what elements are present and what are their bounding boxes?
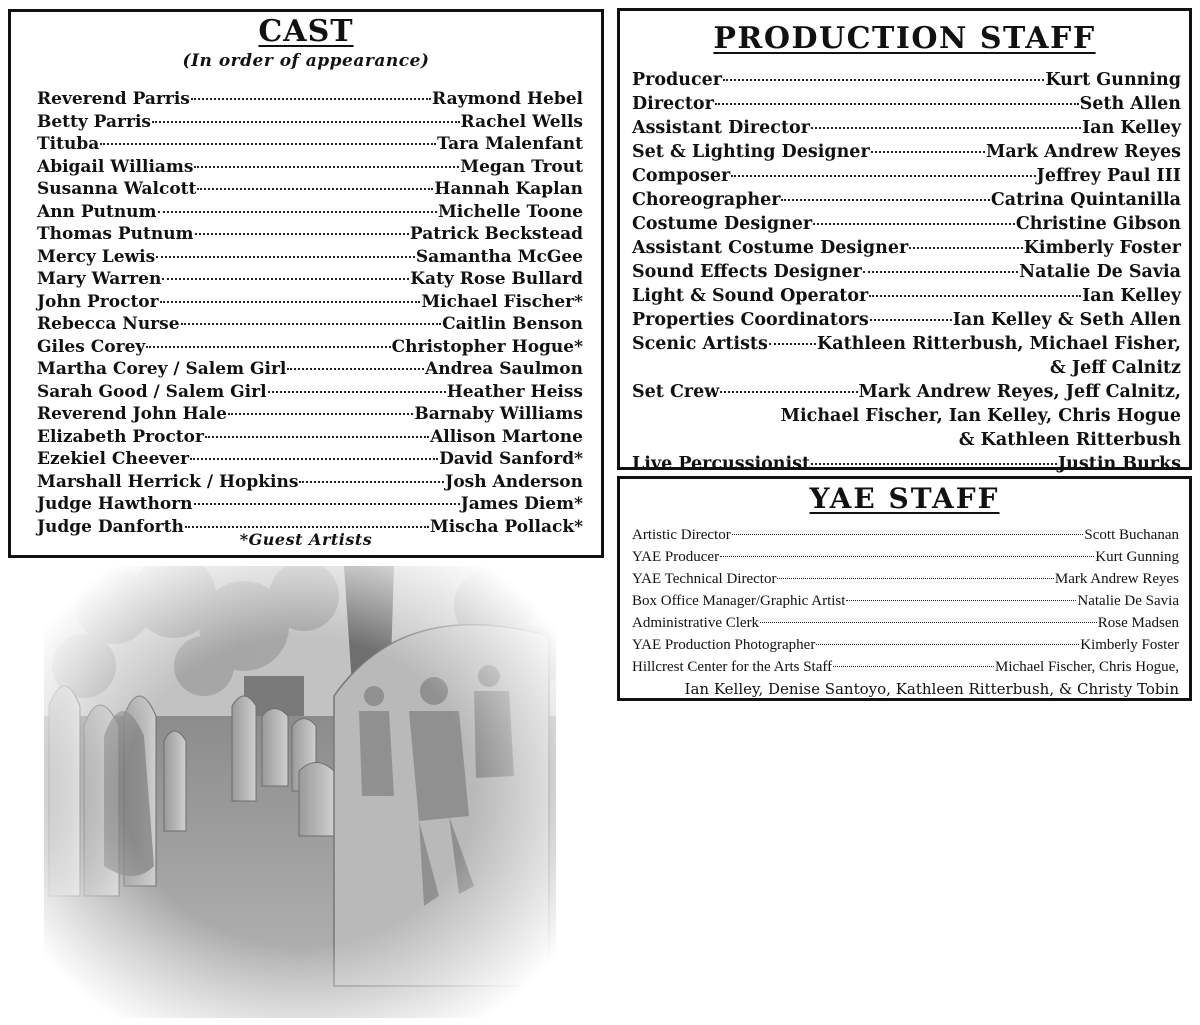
person-name: Raymond Hebel xyxy=(432,89,583,109)
role-label: Administrative Clerk xyxy=(632,615,760,631)
role-label: Susanna Walcott xyxy=(37,179,197,199)
dot-leader xyxy=(760,622,1097,623)
role-label: Judge Danforth xyxy=(37,516,184,537)
production-staff-title: PRODUCTION STAFF xyxy=(713,21,1096,56)
role-label: YAE Technical Director xyxy=(632,571,777,587)
cast-row xyxy=(37,358,583,381)
role-label: YAE Production Photographer xyxy=(632,637,816,653)
person-name: Ian Kelley xyxy=(1082,286,1181,306)
staff-row xyxy=(632,236,1181,260)
cast-row xyxy=(37,493,583,516)
cast-title: CAST xyxy=(258,14,354,49)
role-label: Giles Corey xyxy=(37,336,146,357)
cast-row xyxy=(37,448,583,471)
cast-row xyxy=(37,291,583,314)
person-name: Michael Fischer* xyxy=(421,291,583,312)
cast-row xyxy=(37,178,583,201)
person-name: Christine Gibson xyxy=(1015,214,1181,234)
dot-leader xyxy=(299,481,444,483)
cast-panel xyxy=(8,9,604,558)
role-label: Composer xyxy=(632,166,731,186)
person-name: Kimberly Foster xyxy=(1080,637,1179,653)
dot-leader xyxy=(156,256,415,258)
role-label: Betty Parris xyxy=(37,111,151,132)
role-label: Set Crew xyxy=(632,382,720,402)
role-label: Assistant Costume Designer xyxy=(632,238,909,258)
role-label: Sarah Good / Salem Girl xyxy=(37,381,267,402)
role-label: Reverend Parris xyxy=(37,89,190,109)
person-name: Mark Andrew Reyes xyxy=(985,142,1181,162)
person-name: Allison Martone xyxy=(430,426,583,447)
person-name: Scott Buchanan xyxy=(1084,527,1179,543)
role-label: John Proctor xyxy=(37,291,159,312)
dot-leader xyxy=(720,556,1094,557)
person-name: Catrina Quintanilla xyxy=(990,190,1181,210)
role-label: Tituba xyxy=(37,134,100,154)
person-name: Kimberly Foster xyxy=(1023,238,1181,258)
cast-row xyxy=(37,88,583,111)
role-label: Set & Lighting Designer xyxy=(632,142,870,162)
person-name: Rachel Wells xyxy=(460,111,583,132)
dot-leader xyxy=(869,295,1081,297)
graveyard-photo xyxy=(44,566,556,1018)
role-label: Scenic Artists xyxy=(632,334,768,354)
cast-subtitle: (In order of appearance) xyxy=(182,51,430,71)
person-name: Megan Trout xyxy=(460,156,583,177)
person-name: Tara Malenfant xyxy=(437,134,583,154)
role-label: Producer xyxy=(632,70,723,90)
dot-leader xyxy=(731,175,1035,177)
cast-row xyxy=(37,381,583,404)
dot-leader xyxy=(863,271,1018,273)
person-name: Christopher Hogue* xyxy=(391,336,583,357)
cast-row xyxy=(37,268,583,291)
dot-leader xyxy=(100,143,436,145)
person-name: Hannah Kaplan xyxy=(434,179,583,199)
staff-row xyxy=(632,68,1181,92)
dot-leader xyxy=(205,436,429,438)
staff-row xyxy=(632,380,1181,404)
person-name: Heather Heiss xyxy=(446,381,583,402)
role-label: Elizabeth Proctor xyxy=(37,426,204,447)
person-name: Natalie De Savia xyxy=(1077,593,1179,609)
guest-artists-note: *Guest Artists xyxy=(239,530,373,549)
person-name: Michelle Toone xyxy=(437,201,583,222)
dot-leader xyxy=(777,578,1053,579)
person-name-continuation: Ian Kelley, Denise Santoyo, Kathleen Ritterbush, & Christy Tobin xyxy=(684,680,1179,698)
staff-row xyxy=(632,140,1181,164)
dot-leader xyxy=(816,644,1079,645)
person-name: Justin Burks xyxy=(1057,454,1181,474)
dot-leader xyxy=(191,98,431,100)
role-label: Marshall Herrick / Hopkins xyxy=(37,471,299,492)
dot-leader xyxy=(194,166,459,168)
person-name: Kurt Gunning xyxy=(1095,549,1179,565)
person-name: Seth Allen xyxy=(1079,94,1181,114)
person-name: Kurt Gunning xyxy=(1045,70,1181,90)
role-label: Artistic Director xyxy=(632,527,731,543)
person-name: Josh Anderson xyxy=(445,471,583,492)
person-name: Kathleen Ritterbush, Michael Fisher, xyxy=(817,334,1181,354)
dot-leader xyxy=(185,526,429,528)
dot-leader xyxy=(813,223,1015,225)
cast-list xyxy=(37,88,583,538)
person-name: David Sanford* xyxy=(439,449,583,469)
role-label: Sound Effects Designer xyxy=(632,262,862,282)
dot-leader xyxy=(715,103,1079,105)
person-name: James Diem* xyxy=(460,494,583,514)
staff-row xyxy=(632,634,1179,656)
dot-leader xyxy=(268,391,446,393)
cast-row xyxy=(37,336,583,359)
cast-row xyxy=(37,201,583,224)
role-label: Costume Designer xyxy=(632,214,813,234)
person-name: Jeffrey Paul III xyxy=(1036,166,1181,186)
person-name: Michael Fischer, Chris Hogue, xyxy=(995,659,1179,675)
production-staff-panel xyxy=(617,8,1192,474)
role-label: Live Percussionist xyxy=(632,454,811,474)
role-label: YAE Producer xyxy=(632,549,720,565)
role-label: Judge Hawthorn xyxy=(37,494,193,514)
dot-leader xyxy=(870,319,952,321)
person-name: Natalie De Savia xyxy=(1019,262,1181,282)
person-name: Patrick Beckstead xyxy=(409,224,583,244)
role-label: Ezekiel Cheever xyxy=(37,449,190,469)
dot-leader xyxy=(723,79,1044,81)
person-name: Mark Andrew Reyes xyxy=(1054,571,1179,587)
staff-row xyxy=(632,568,1179,590)
person-name: Samantha McGee xyxy=(415,246,583,267)
role-label: Box Office Manager/Graphic Artist xyxy=(632,593,846,609)
staff-row xyxy=(632,590,1179,612)
dot-leader xyxy=(846,600,1076,601)
cast-row xyxy=(37,223,583,246)
yae-staff-list xyxy=(632,524,1179,700)
person-name: Ian Kelley xyxy=(1082,118,1181,138)
staff-row xyxy=(632,92,1181,116)
cast-row xyxy=(37,111,583,134)
dot-leader xyxy=(720,391,857,393)
dot-leader xyxy=(190,458,438,460)
role-label: Rebecca Nurse xyxy=(37,314,180,334)
staff-row xyxy=(632,524,1179,546)
role-label: Properties Coordinators xyxy=(632,310,869,330)
staff-row xyxy=(632,188,1181,212)
dot-leader xyxy=(162,278,409,280)
cast-row xyxy=(37,403,583,426)
dot-leader xyxy=(769,343,816,345)
dot-leader xyxy=(197,188,433,190)
cast-row xyxy=(37,133,583,156)
person-name-continuation: & Jeff Calnitz xyxy=(1049,358,1181,378)
person-name-continuation: & Kathleen Ritterbush xyxy=(958,430,1181,450)
dot-leader xyxy=(146,346,390,348)
role-label: Martha Corey / Salem Girl xyxy=(37,359,287,379)
role-label: Hillcrest Center for the Arts Staff xyxy=(632,659,833,675)
role-label: Mary Warren xyxy=(37,269,162,289)
dot-leader xyxy=(811,127,1081,129)
dot-leader xyxy=(732,534,1084,535)
person-name: Ian Kelley & Seth Allen xyxy=(952,310,1181,330)
cast-row xyxy=(37,246,583,269)
person-name: Andrea Saulmon xyxy=(425,359,583,379)
dot-leader xyxy=(287,368,424,370)
staff-row xyxy=(632,612,1179,634)
person-name: Mischa Pollack* xyxy=(429,516,583,537)
staff-row xyxy=(632,452,1181,476)
dot-leader xyxy=(781,199,989,201)
role-label: Director xyxy=(632,94,714,114)
person-name: Barnaby Williams xyxy=(414,404,583,424)
cast-row xyxy=(37,313,583,336)
role-label: Ann Putnum xyxy=(37,201,157,222)
person-name: Mark Andrew Reyes, Jeff Calnitz, xyxy=(858,382,1181,402)
dot-leader xyxy=(195,233,409,235)
staff-row xyxy=(632,260,1181,284)
dot-leader xyxy=(152,121,460,123)
staff-row xyxy=(632,116,1181,140)
cast-row xyxy=(37,471,583,494)
dot-leader xyxy=(811,463,1057,465)
dot-leader xyxy=(158,211,437,213)
person-name: Rose Madsen xyxy=(1097,615,1179,631)
dot-leader xyxy=(228,413,413,415)
dot-leader xyxy=(181,323,442,325)
cast-row xyxy=(37,426,583,449)
dot-leader xyxy=(871,151,985,153)
person-name: Katy Rose Bullard xyxy=(410,269,583,289)
person-name: Caitlin Benson xyxy=(442,314,583,334)
dot-leader xyxy=(160,301,421,303)
staff-row xyxy=(632,308,1181,332)
staff-row xyxy=(632,656,1179,678)
staff-row xyxy=(632,332,1181,356)
staff-row xyxy=(632,164,1181,188)
dot-leader xyxy=(833,666,994,667)
role-label: Abigail Williams xyxy=(37,156,194,177)
role-label: Thomas Putnum xyxy=(37,224,194,244)
dot-leader xyxy=(194,503,460,505)
staff-row xyxy=(632,546,1179,568)
staff-row xyxy=(632,284,1181,308)
production-staff-list xyxy=(632,68,1181,476)
yae-staff-panel xyxy=(617,476,1192,701)
role-label: Light & Sound Operator xyxy=(632,286,869,306)
role-label: Mercy Lewis xyxy=(37,246,156,267)
yae-staff-title: YAE STAFF xyxy=(809,482,1000,515)
role-label: Choreographer xyxy=(632,190,781,210)
person-name-continuation: Michael Fischer, Ian Kelley, Chris Hogue xyxy=(780,406,1181,426)
role-label: Assistant Director xyxy=(632,118,810,138)
dot-leader xyxy=(909,247,1022,249)
cast-row xyxy=(37,156,583,179)
staff-row xyxy=(632,212,1181,236)
role-label: Reverend John Hale xyxy=(37,404,227,424)
